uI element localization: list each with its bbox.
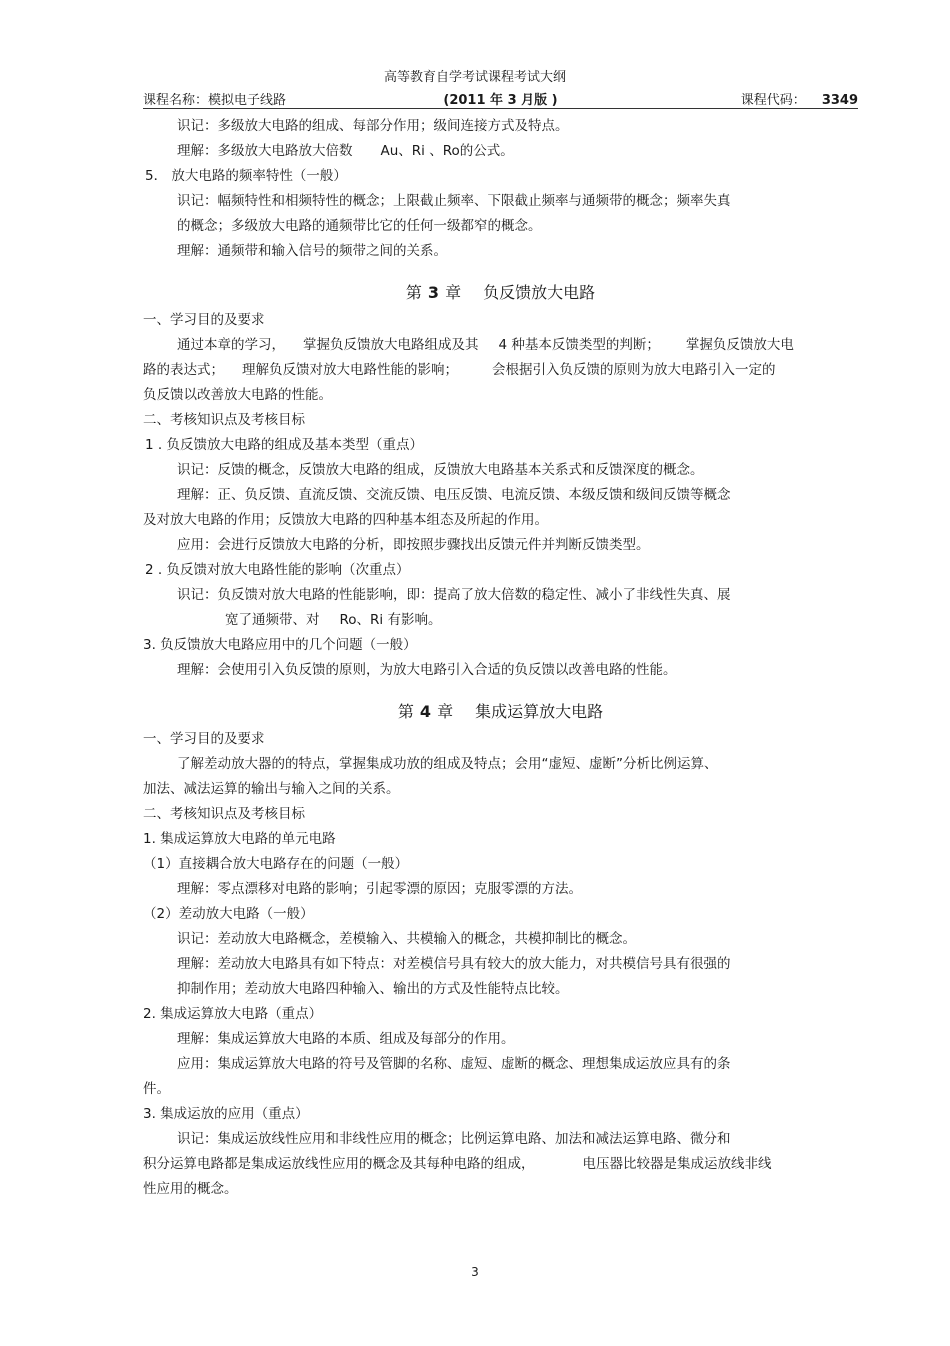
- knowledge-point-heading: 1. 集成运算放大电路的单元电路: [143, 831, 336, 847]
- text-line: 抑制作用；差动放大电路四种输入、输出的方式及性能特点比较。: [177, 981, 569, 997]
- text-line: 识记：多级放大电路的组成、每部分作用；级间连接方式及特点。: [177, 118, 569, 134]
- text-segment: 4 种基本反馈类型的判断；: [498, 337, 660, 353]
- knowledge-point-heading: 2 . 负反馈对放大电路性能的影响（次重点）: [145, 562, 410, 578]
- course-code: [741, 89, 858, 108]
- text-segment: 理解负反馈对放大电路性能的影响；: [242, 362, 458, 378]
- document-body: [143, 114, 858, 1202]
- header-rule: [143, 108, 858, 109]
- text-line: [143, 1152, 858, 1177]
- text-line: [143, 139, 858, 164]
- knowledge-point-heading: 5． 放大电路的频率特性（一般）: [145, 168, 347, 184]
- text-line: 识记：集成运放线性应用和非线性应用的概念；比例运算电路、加法和减法运算电路、微分和: [177, 1131, 731, 1147]
- knowledge-point-heading: 3. 集成运放的应用（重点）: [143, 1106, 309, 1122]
- text-segment: 积分运算电路都是集成运放线性应用的概念及其每种电路的组成，: [143, 1156, 535, 1172]
- text-line: 识记：反馈的概念，反馈放大电路的组成，反馈放大电路基本关系式和反馈深度的概念。: [177, 462, 704, 478]
- chapter-name: 负反馈放大电路: [483, 283, 596, 302]
- text-line: 了解差动放大器的的特点，掌握集成功放的组成及特点；会用“虚短、虚断”分析比例运算、: [177, 756, 718, 772]
- chapter-prefix: 第: [405, 283, 422, 302]
- text-line: 理解：会使用引入负反馈的原则，为放大电路引入合适的负反馈以改善电路的性能。: [177, 662, 677, 678]
- chapter-number: 3: [427, 283, 440, 302]
- knowledge-point-heading: 1 . 负反馈放大电路的组成及基本类型（重点）: [145, 437, 423, 453]
- text-line: 应用：集成运算放大电路的符号及管脚的名称、虚短、虚断的概念、理想集成运放应具有的条: [177, 1056, 731, 1072]
- text-segment: 电压器比较器是集成运放线非线: [582, 1156, 772, 1172]
- text-line: 理解：集成运算放大电路的本质、组成及每部分的作用。: [177, 1031, 515, 1047]
- text-segment: 宽了通频带、对: [225, 612, 320, 628]
- knowledge-point-heading: 3. 负反馈放大电路应用中的几个问题（一般）: [143, 637, 417, 653]
- course-name: 课程名称：模拟电子线路: [143, 93, 287, 108]
- text-line: [143, 333, 858, 358]
- header-row: [143, 89, 858, 107]
- knowledge-point-heading: 2. 集成运算放大电路（重点）: [143, 1006, 323, 1022]
- text-segment: Au、Ri 、Ro的公式。: [380, 143, 514, 159]
- text-segment: 通过本章的学习，: [177, 337, 285, 353]
- text-line: 的概念；多级放大电路的通频带比它的任何一级都窄的概念。: [177, 218, 542, 234]
- chapter-4-title: [143, 697, 858, 727]
- chapter-number: 4: [419, 702, 432, 721]
- chapter-suffix: 章: [445, 283, 462, 302]
- chapter-prefix: 第: [397, 702, 414, 721]
- sub-point-heading: （1）直接耦合放大电路存在的问题（一般）: [143, 856, 409, 872]
- text-line: 负反馈以改善放大电路的性能。: [143, 387, 332, 403]
- text-segment: Ro、Ri 有影响。: [339, 612, 442, 628]
- text-segment: 路的表达式；: [143, 362, 224, 378]
- text-segment: 掌握负反馈放大电路组成及其: [303, 337, 479, 353]
- edition: (2011 年 3 月版 ): [443, 93, 558, 108]
- sub-point-heading: （2）差动放大电路（一般）: [143, 906, 314, 922]
- exam-outline-title: 高等教育自学考试课程考试大纲: [383, 70, 566, 85]
- section-heading: 一、学习目的及要求: [143, 731, 265, 747]
- section-heading: 二、考核知识点及考核目标: [143, 806, 305, 822]
- text-segment: 掌握负反馈放大电: [685, 337, 794, 353]
- text-line: 识记：差动放大电路概念，差模输入、共模输入的概念，共模抑制比的概念。: [177, 931, 636, 947]
- chapter-suffix: 章: [437, 702, 454, 721]
- text-line: 理解：通频带和输入信号的频带之间的关系。: [177, 243, 447, 259]
- section-heading: 二、考核知识点及考核目标: [143, 412, 305, 428]
- text-line: 性应用的概念。: [143, 1181, 238, 1197]
- section-heading: 一、学习目的及要求: [143, 312, 265, 328]
- chapter-name: 集成运算放大电路: [475, 702, 604, 721]
- text-line: 识记：幅频特性和相频特性的概念；上限截止频率、下限截止频率与通频带的概念；频率失真: [177, 193, 731, 209]
- chapter-3-title: [143, 278, 858, 308]
- text-line: 应用：会进行反馈放大电路的分析，即按照步骤找出反馈元件并判断反馈类型。: [177, 537, 650, 553]
- text-line: 理解：差动放大电路具有如下特点：对差模信号具有较大的放大能力，对共模信号具有很强的: [177, 956, 731, 972]
- text-line: 理解：正、负反馈、直流反馈、交流反馈、电压反馈、电流反馈、本级反馈和级间反馈等概念: [177, 487, 731, 503]
- text-line: 识记：负反馈对放大电路的性能影响，即：提高了放大倍数的稳定性、减小了非线性失真、展: [177, 587, 731, 603]
- text-line: 及对放大电路的作用；反馈放大电路的四种基本组态及所起的作用。: [143, 512, 548, 528]
- text-line: 理解：零点漂移对电路的影响；引起零漂的原因；克服零漂的方法。: [177, 881, 582, 897]
- course-code-label: 课程代码：: [740, 93, 806, 108]
- text-line: [143, 608, 858, 633]
- page-number: 3: [471, 1265, 479, 1279]
- text-line: 加法、减法运算的输出与输入之间的关系。: [143, 781, 400, 797]
- text-line: [143, 358, 858, 383]
- course-code-value: 3349: [821, 93, 858, 108]
- text-segment: 会根据引入负反馈的原则为放大电路引入一定的: [492, 362, 776, 378]
- text-line: 件。: [143, 1081, 170, 1097]
- text-segment: 理解：多级放大电路放大倍数: [177, 143, 353, 159]
